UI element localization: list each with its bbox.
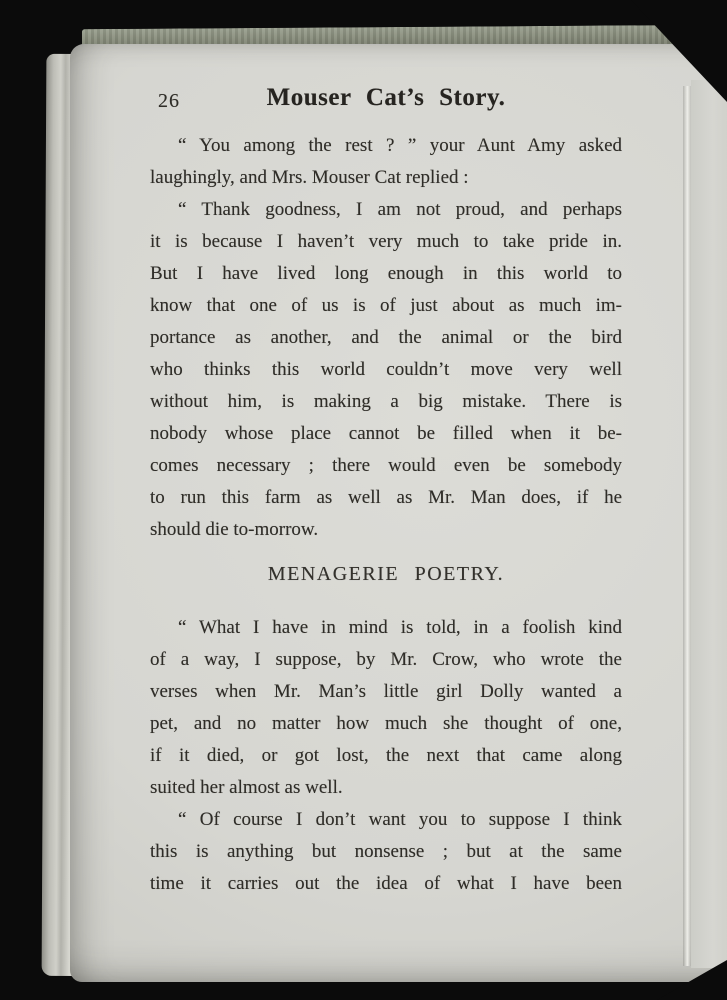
text-line: “ Thank goodness, I am not proud, and perhaps [178,199,622,220]
text-line: verses when Mr. Man’s little girl Dolly wanted a [150,681,622,702]
text-line: if it died, or got lost, the next that came along [150,745,622,766]
paragraph [150,130,622,194]
text-line: this is anything but nonsense ; but at the same [150,841,622,862]
text-block [150,82,622,900]
text-line: time it carries out the idea of what I have been [150,873,622,894]
text-line: laughingly, and Mrs. Mouser Cat replied : [150,167,469,188]
facing-page-edge [691,80,727,968]
text-line: should die to-morrow. [150,519,319,540]
text-line: know that one of us is of just about as much im- [150,295,622,316]
text-line: pet, and no matter how much she thought of one, [150,713,622,734]
paragraph [150,804,622,900]
paragraph [150,194,622,546]
header-row [150,82,622,116]
text-line: “ You among the rest ? ” your Aunt Amy asked [178,135,622,156]
text-line: But I have lived long enough in this world to [150,263,622,284]
text-line: portance as another, and the animal or the bird [150,327,622,348]
section-heading: MENAGERIE POETRY. [267,563,505,585]
text-line: suited her almost as well. [150,777,343,798]
paragraph [150,612,622,804]
text-line: “ Of course I don’t want you to suppose I think [178,809,622,830]
text-line: who thinks this world couldn’t move very well [150,359,622,380]
text-line: to run this farm as well as Mr. Man does, if he [150,487,622,508]
text-line: nobody whose place cannot be filled when it be- [150,423,622,444]
text-line: comes necessary ; there would even be somebody [150,455,622,476]
page-number: 26 [158,90,180,112]
text-line: it is because I haven’t very much to take pride in. [150,231,622,252]
gutter-crease [683,86,691,966]
running-header: Mouser Cat’s Story. [266,84,506,111]
text-line: without him, is making a big mistake. There is [150,391,622,412]
text-line: of a way, I suppose, by Mr. Crow, who wrote the [150,649,622,670]
text-line: “ What I have in mind is told, in a foolish kind [178,617,622,638]
